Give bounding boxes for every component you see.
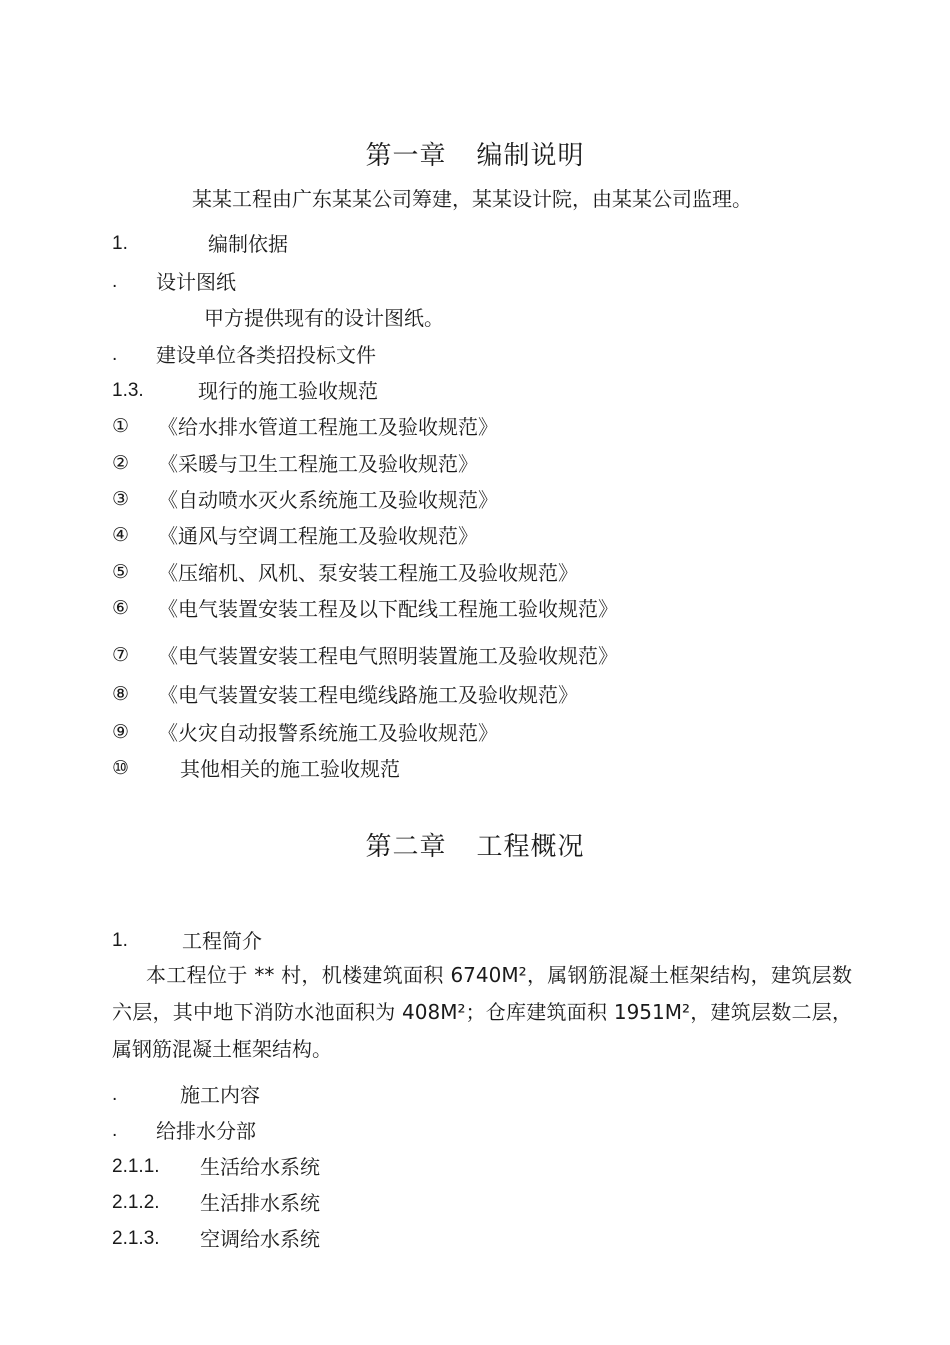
norm-item: 其他相关的施工验收规范 — [180, 757, 400, 781]
subsection-text: 甲方提供现有的设计图纸。 — [204, 306, 444, 330]
chapter-1-heading — [0, 140, 950, 172]
subsection-number: . — [112, 344, 118, 365]
chapter-2-number: 第二章 — [365, 832, 447, 862]
norm-marker: ① — [112, 416, 130, 437]
subsection-title: 建设单位各类招投标文件 — [156, 343, 376, 367]
norm-marker: ⑧ — [112, 684, 130, 705]
section-title: 施工内容 — [180, 1083, 260, 1107]
norm-marker: ② — [112, 453, 130, 474]
chapter-1-title: 编制说明 — [476, 141, 585, 171]
item-number: 2.1.3. — [112, 1228, 160, 1249]
section-title: 工程简介 — [182, 929, 262, 953]
norm-item: 《通风与空调工程施工及验收规范》 — [158, 524, 478, 548]
item-title: 生活排水系统 — [200, 1191, 320, 1215]
section-number: 1. — [112, 930, 128, 951]
norm-marker: ⑩ — [112, 758, 130, 779]
subsection-number: . — [112, 1120, 118, 1141]
norm-item: 《采暖与卫生工程施工及验收规范》 — [158, 452, 478, 476]
subsection-title: 设计图纸 — [156, 270, 236, 294]
norm-marker: ⑥ — [112, 598, 130, 619]
norm-marker: ④ — [112, 525, 130, 546]
norm-marker: ⑨ — [112, 722, 130, 743]
chapter-1-number: 第一章 — [365, 141, 447, 171]
item-title: 空调给水系统 — [200, 1227, 320, 1251]
norm-item: 《电气装置安装工程电缆线路施工及验收规范》 — [158, 683, 578, 707]
subsection-title: 现行的施工验收规范 — [198, 379, 378, 403]
project-overview-paragraph: 本工程位于 ** 村，机楼建筑面积 6740M²，属钢筋混凝土框架结构，建筑层数六层，其中地下消防水池面积为 408M²；仓库建筑面积 1951M²，建筑层数二层，属钢筋混凝土框架结构。 — [112, 963, 852, 1061]
norm-item: 《自动喷水灭火系统施工及验收规范》 — [158, 488, 498, 512]
subsection-number: . — [112, 271, 118, 292]
item-number: 2.1.2. — [112, 1192, 160, 1213]
norm-item: 《电气装置安装工程及以下配线工程施工验收规范》 — [158, 597, 618, 621]
item-title: 生活给水系统 — [200, 1155, 320, 1179]
norm-item: 《给水排水管道工程施工及验收规范》 — [158, 415, 498, 439]
section-number: 1. — [112, 233, 128, 254]
chapter-1-intro: 某某工程由广东某某公司筹建，某某设计院，由某某公司监理。 — [192, 187, 752, 211]
norm-item: 《压缩机、风机、泵安装工程施工及验收规范》 — [158, 561, 578, 585]
subsection-number: 1.3. — [112, 380, 144, 401]
chapter-2-heading — [0, 831, 950, 863]
section-number: . — [112, 1084, 118, 1105]
norm-item: 《火灾自动报警系统施工及验收规范》 — [158, 721, 498, 745]
norm-marker: ⑤ — [112, 562, 130, 583]
norm-item: 《电气装置安装工程电气照明装置施工及验收规范》 — [158, 644, 618, 668]
norm-marker: ③ — [112, 489, 130, 510]
item-number: 2.1.1. — [112, 1156, 160, 1177]
subsection-title: 给排水分部 — [156, 1119, 256, 1143]
chapter-2-title: 工程概况 — [476, 832, 585, 862]
section-title: 编制依据 — [208, 232, 288, 256]
norm-marker: ⑦ — [112, 645, 130, 666]
